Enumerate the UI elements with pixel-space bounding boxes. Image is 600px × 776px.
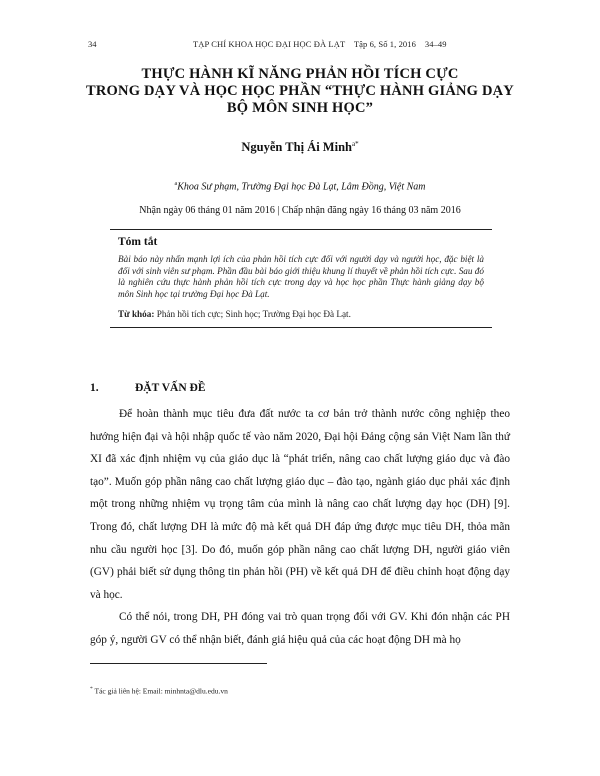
abstract-box [110,229,492,328]
abstract-heading: Tóm tắt [118,236,158,248]
title-line-2: TRONG DẠY VÀ HỌC HỌC PHẦN “THỰC HÀNH GIẢNG DẠY [86,83,514,99]
author-name: Nguyễn Thị Ái Minh [241,140,352,155]
keywords-label: Từ khóa: [118,309,155,319]
received-accepted-dates: Nhận ngày 06 tháng 01 năm 2016 | Chấp nhận đăng ngày 16 tháng 03 năm 2016 [139,205,461,216]
footnote [90,686,228,696]
affiliation [60,181,540,192]
author [60,140,540,155]
section-number: 1. [90,382,99,394]
section-title: ĐẶT VẤN ĐỀ [135,382,206,394]
journal-header: TẠP CHÍ KHOA HỌC ĐẠI HỌC ĐÀ LẠT Tập 6, Số 1, 2016 34–49 [193,39,447,49]
abstract-text: Bài báo này nhấn mạnh lợi ích của phản hồi tích cực đối với người dạy và người học, đặc biệt là đối với sinh viên sư phạm. Phần đầu bài báo giới thiệu khung lí thuyết về phản hồi tích cực. Sau đó là nghiên cứu thực hành phản hồi tích cực trong dạy và học học phần Thực hành giảng dạy bộ môn Sinh học tại trường Đại học Đà Lạt. [118,254,484,299]
footnote-divider [90,663,267,664]
affiliation-text: Khoa Sư phạm, Trường Đại học Đà Lạt, Lâm Đồng, Việt Nam [177,181,426,193]
paper-title [60,66,540,117]
keywords-text: Phản hồi tích cực; Sinh học; Trường Đại học Đà Lạt. [156,309,351,319]
body-paragraph-1: Để hoàn thành mục tiêu đưa đất nước ta cơ bản trở thành nước công nghiệp theo hướng hiện đại và hội nhập quốc tế vào năm 2020, Đại hội Đảng cộng sản Việt Nam lần thứ XI đã xác định nhiệm vụ của giáo dục là “phát triển, nâng cao chất lượng giáo dục và đào tạo”. Muốn góp phần nâng cao chất lượng giáo dục – đào tạo, ngành giáo dục phải xác định một trong những nhiệm vụ trọng tâm của mình là nâng cao chất lượng dạy học (DH) [9]. Trong đó, chất lượng DH là mức độ mà kết quả DH đáp ứng được mục tiêu DH, thỏa mãn nhu cầu người học [3]. Do đó, muốn góp phần nâng cao chất lượng DH, người giáo viên (GV) phải biết sử dụng thông tin phản hồi (PH) về kết quả DH để điều chỉnh hoạt động dạy và học. [90,408,510,601]
footnote-text: Tác giả liên hệ: Email: minhnta@dlu.edu.vn [94,686,228,696]
keywords [118,309,484,319]
author-marks: a* [351,140,359,148]
title-line-3: BỘ MÔN SINH HỌC” [226,100,374,116]
footnote-mark: * [90,686,93,692]
affiliation-mark: a [174,181,178,187]
page-number: 34 [88,39,97,49]
title-line-1: THỰC HÀNH KĨ NĂNG PHẢN HỒI TÍCH CỰC [141,66,459,82]
body-paragraph-2: Có thể nói, trong DH, PH đóng vai trò quan trọng đối với GV. Khi đón nhận các PH góp ý, người GV có thể nhận biết, đánh giá hiệu quả của các hoạt động DH mà họ [90,611,510,646]
